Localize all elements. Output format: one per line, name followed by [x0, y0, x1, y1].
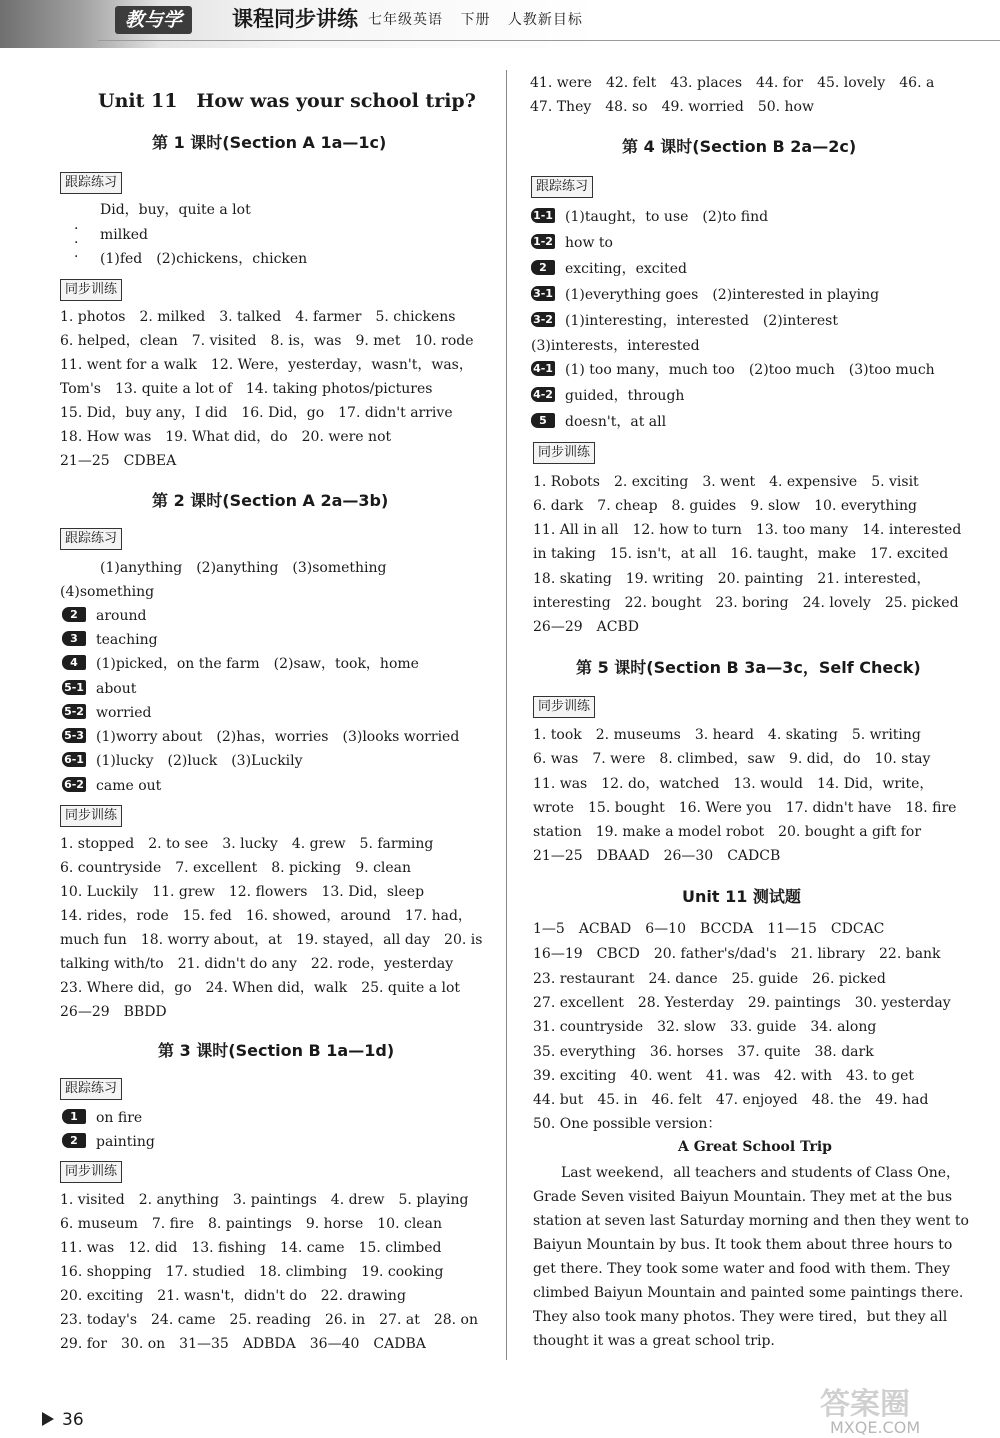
answer-line: 41. were 42. felt 43. places 44. for 45. lovely 46. a: [530, 75, 935, 91]
essay-title: A Great School Trip: [678, 1139, 832, 1155]
header-divider: [98, 40, 1000, 41]
answer-line: 16. shopping 17. studied 18. climbing 19. cooking: [60, 1264, 444, 1280]
question-number-badge: 4-1: [531, 361, 555, 376]
question-number-badge: 2: [62, 1133, 86, 1148]
answer-line: 10. Luckily 11. grew 12. flowers 13. Did，sleep: [60, 884, 425, 900]
essay-line: Grade Seven visited Baiyun Mountain. They met at the bus: [533, 1189, 953, 1205]
sync-training-tag: 同步训练: [60, 279, 122, 301]
column-divider: [506, 70, 507, 1360]
answer-line: 16—19 CBCD 20. father's/dad's 21. library 22. bank: [533, 946, 941, 962]
answer-line: 3-2 (1)interesting，interested (2)interest: [531, 311, 838, 331]
answer-line: wrote 15. bought 16. Were you 17. didn't have 18. fire: [533, 800, 957, 816]
lesson-2-title: 第 2 课时(Section A 2a—3b): [152, 491, 389, 510]
answer-line: 2 painting: [62, 1132, 155, 1152]
track-practice-tag: 跟踪练习: [60, 172, 122, 194]
question-number-badge: 1-1: [531, 208, 555, 223]
question-number-badge: 4: [62, 655, 86, 670]
track-practice-tag: 跟踪练习: [60, 528, 122, 550]
answer-line: 1. took 2. museums 3. heard 4. skating 5. writing: [533, 727, 921, 743]
answer-line: (4)something: [60, 584, 155, 600]
answer-line: 6-1 (1)lucky (2)luck (3)Luckily: [62, 751, 303, 771]
question-number-badge: 5-1: [62, 680, 86, 695]
answer-line: 4-2 guided，through: [531, 386, 684, 406]
answer-line: 14. rides，rode 15. fed 16. showed，around 17. had，: [60, 908, 472, 924]
essay-line: Baiyun Mountain by bus. It took them about three hours to: [533, 1237, 953, 1253]
essay-line: thought it was a great school trip.: [533, 1333, 775, 1349]
track-practice-tag: 跟踪练习: [60, 1078, 122, 1100]
answer-line: 1-2 how to: [531, 233, 613, 253]
question-number-badge: 5-3: [62, 728, 86, 743]
answer-line: 23. restaurant 24. dance 25. guide 26. picked: [533, 971, 886, 987]
answer-line: 6. museum 7. fire 8. paintings 9. horse 10. clean: [60, 1216, 442, 1232]
lesson-4-title: 第 4 课时(Section B 2a—2c): [622, 137, 857, 156]
answer-line: 1-1 (1)taught，to use (2)to find: [531, 207, 768, 227]
answer-line: 27. excellent 28. Yesterday 29. paintings 30. yesterday: [533, 995, 951, 1011]
answer-line: 1. photos 2. milked 3. talked 4. farmer 5. chickens: [60, 309, 456, 325]
answer-line: much fun 18. worry about，at 19. stayed，all day 20. is: [60, 932, 483, 948]
answer-line: 5-1 about: [62, 679, 136, 699]
essay-line: station at seven last Saturday morning and then they went to: [533, 1213, 969, 1229]
unit-test-title: Unit 11 测试题: [682, 887, 801, 906]
answer-line: 39. exciting 40. went 41. was 42. with 43. to get: [533, 1068, 915, 1084]
book-title: 课程同步讲练: [232, 7, 358, 31]
answer-line: Did，buy，quite a lot: [100, 202, 251, 218]
answer-line: 6. dark 7. cheap 8. guides 9. slow 10. everything: [533, 498, 918, 514]
answer-line: 5 doesn't，at all: [531, 412, 666, 432]
sync-training-tag: 同步训练: [533, 442, 595, 464]
answer-line: 15. Did，buy any，I did 16. Did，go 17. didn't arrive: [60, 405, 453, 421]
answer-line: talking with/to 21. didn't do any 22. rode，yesterday: [60, 956, 454, 972]
answer-line: milked: [100, 227, 148, 243]
answer-line: 11. All in all 12. how to turn 13. too many 14. interested: [533, 522, 962, 538]
answer-line: 11. went for a walk 12. Were，yesterday，wasn't，was，: [60, 357, 473, 373]
watermark-logo: 答案圈: [820, 1387, 910, 1422]
unit-title: Unit 11 How was your school trip?: [98, 90, 476, 112]
answer-line: station 19. make a model robot 20. bought a gift for: [533, 824, 922, 840]
essay-line: They also took many photos. They were tired，but they all: [533, 1309, 948, 1325]
question-number-badge: 3: [62, 631, 86, 646]
answer-line: 2 around: [62, 606, 146, 626]
answer-line: 1. stopped 2. to see 3. lucky 4. grew 5. farming: [60, 836, 434, 852]
answer-line: 29. for 30. on 31—35 ADBDA 36—40 CADBA: [60, 1336, 426, 1352]
answer-line: 1 on fire: [62, 1108, 142, 1128]
sync-training-tag: 同步训练: [60, 805, 122, 827]
lesson-5-title: 第 5 课时(Section B 3a—3c，Self Check): [576, 658, 921, 677]
answer-line: 1. visited 2. anything 3. paintings 4. drew 5. playing: [60, 1192, 469, 1208]
question-number-badge: 5-2: [62, 704, 86, 719]
answer-line: 6-2 came out: [62, 776, 161, 796]
sync-training-tag: 同步训练: [60, 1161, 122, 1183]
answer-line: (3)interests，interested: [531, 338, 700, 354]
answer-line: 21—25 CDBEA: [60, 453, 177, 469]
lesson-3-title: 第 3 课时(Section B 1a—1d): [158, 1041, 395, 1060]
answer-line: interesting 22. bought 23. boring 24. lovely 25. picked: [533, 595, 959, 611]
answer-line: 11. was 12. do，watched 13. would 14. Did，write，: [533, 776, 934, 792]
question-number-badge: 5: [531, 413, 555, 428]
lesson-1-title: 第 1 课时(Section A 1a—1c): [152, 133, 387, 152]
answer-line: 2 exciting，excited: [531, 259, 687, 279]
answer-line: (1)fed (2)chickens，chicken: [100, 251, 308, 267]
answer-line: 3 teaching: [62, 630, 158, 650]
question-number-badge: 1-2: [531, 234, 555, 249]
question-number-badge: 3-1: [531, 286, 555, 301]
question-number-badge: 3-2: [531, 312, 555, 327]
essay-line: Last weekend，all teachers and students of Class One，: [533, 1165, 961, 1181]
question-number-badge: 6-1: [62, 752, 86, 767]
answer-line: in taking 15. isn't，at all 16. taught，make 17. excited: [533, 546, 949, 562]
answer-line: 21—25 DBAAD 26—30 CADCB: [533, 848, 781, 864]
answer-line: (1)anything (2)anything (3)something: [100, 560, 387, 576]
essay-line: climbed Baiyun Mountain and painted some paintings there.: [533, 1285, 964, 1301]
question-number-badge: 2: [531, 260, 555, 275]
track-practice-tag: 跟踪练习: [531, 176, 593, 198]
bullet-dots: · · ·: [74, 221, 79, 265]
answer-line: 3-1 (1)everything goes (2)interested in playing: [531, 285, 879, 305]
answer-line: 6. countryside 7. excellent 8. picking 9. clean: [60, 860, 412, 876]
answer-line: 6. helped，clean 7. visited 8. is，was 9. met 10. rode: [60, 333, 474, 349]
answer-line: 6. was 7. were 8. climbed，saw 9. did，do 10. stay: [533, 751, 931, 767]
answer-line: 31. countryside 32. slow 33. guide 34. along: [533, 1019, 877, 1035]
answer-line: 11. was 12. did 13. fishing 14. came 15. climbed: [60, 1240, 442, 1256]
sync-training-tag: 同步训练: [533, 696, 595, 718]
watermark-site: MXQE.COM: [830, 1418, 921, 1437]
answer-line: 18. skating 19. writing 20. painting 21. interested，: [533, 571, 931, 587]
page-number: 36: [42, 1410, 84, 1430]
answer-line: 1. Robots 2. exciting 3. went 4. expensive 5. visit: [533, 474, 919, 490]
answer-line: 1—5 ACBAD 6—10 BCCDA 11—15 CDCAC: [533, 921, 885, 937]
answer-line: 5-3 (1)worry about (2)has，worries (3)looks worried: [62, 727, 459, 747]
answer-line: 4-1 (1) too many，much too (2)too much (3)too much: [531, 360, 935, 380]
question-number-badge: 1: [62, 1109, 86, 1124]
answer-line: 26—29 ACBD: [533, 619, 639, 635]
question-number-badge: 2: [62, 607, 86, 622]
answer-line: 23. Where did，go 24. When did，walk 25. quite a lot: [60, 980, 461, 996]
question-number-badge: 6-2: [62, 777, 86, 792]
arrow-icon: [42, 1412, 54, 1426]
answer-line: 23. today's 24. came 25. reading 26. in 27. at 28. on: [60, 1312, 478, 1328]
answer-line: 26—29 BBDD: [60, 1004, 167, 1020]
answer-line: 44. but 45. in 46. felt 47. enjoyed 48. the 49. had: [533, 1092, 929, 1108]
question-number-badge: 4-2: [531, 387, 555, 402]
answer-line: Tom's 13. quite a lot of 14. taking photos/pictures: [60, 381, 433, 397]
answer-line: 47. They 48. so 49. worried 50. how: [530, 99, 814, 115]
series-logo: 教与学: [115, 6, 192, 34]
answer-line: 4 (1)picked，on the farm (2)saw，took，home: [62, 654, 419, 674]
book-meta: 七年级英语 下册 人教新目标: [368, 12, 583, 28]
essay-line: get there. They took some water and food with them. They: [533, 1261, 950, 1277]
answer-line: 20. exciting 21. wasn't，didn't do 22. drawing: [60, 1288, 406, 1304]
answer-line: 18. How was 19. What did，do 20. were not: [60, 429, 392, 445]
answer-line: 35. everything 36. horses 37. quite 38. dark: [533, 1044, 874, 1060]
answer-line: 50. One possible version：: [533, 1116, 722, 1132]
answer-line: 5-2 worried: [62, 703, 152, 723]
